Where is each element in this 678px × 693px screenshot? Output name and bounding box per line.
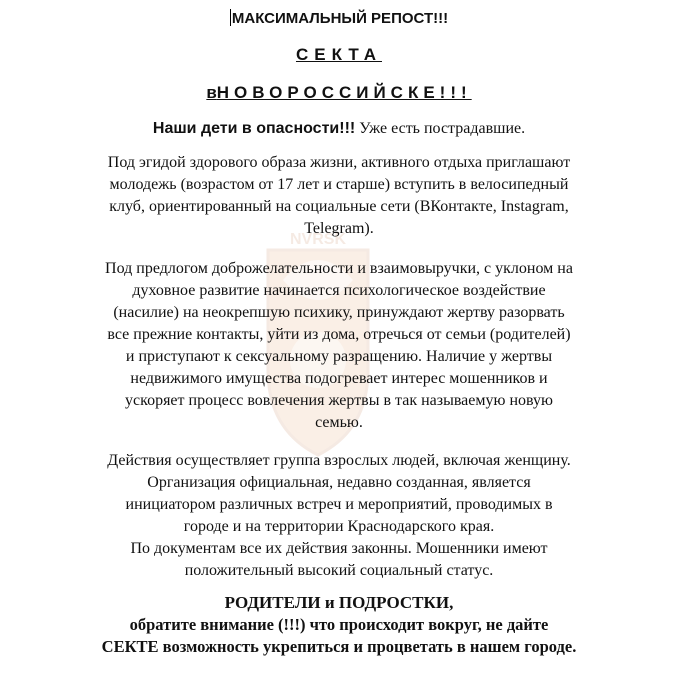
paragraph-line: городе и на территории Краснодарского края. <box>183 518 495 535</box>
watermark-text: NVRSK <box>289 231 347 248</box>
paragraph-line: недвижимого имущества подогревает интерес мошенников и <box>130 370 548 387</box>
paragraph-line: инициатором различных встреч и мероприятий, проводимых в <box>125 496 553 513</box>
paragraph-line: духовное развитие начинается психологическое воздействие <box>132 282 546 299</box>
paragraph-line: Под предлогом доброжелательности и взаимовыручки, с уклоном на <box>105 260 573 277</box>
paragraph-line: Действия осуществляет группа взрослых людей, включая женщину. <box>107 452 571 469</box>
closing-appeal <box>20 592 658 658</box>
paragraph-3 <box>30 450 648 582</box>
lead-line <box>0 120 678 138</box>
title-line-2 <box>0 83 678 103</box>
paragraph-line: По документам все их действия законны. Мошенники имеют <box>130 540 548 557</box>
title-line-2-main: НОВОРОССИЙСКЕ!!! <box>216 83 472 102</box>
paragraph-line: ускоряет процесс вовлечения жертвы в так называемую новую <box>125 392 553 409</box>
paragraph-line: клуб, ориентированный на социальные сети (ВКонтакте, Instagram, <box>109 198 569 215</box>
paragraph-1 <box>30 152 648 240</box>
text-cursor <box>230 9 231 26</box>
paragraph-line: семью. <box>315 414 363 431</box>
title-line-1: СЕКТА <box>295 45 382 64</box>
lead-bold: Наши дети в опасности!!! <box>152 120 356 137</box>
paragraph-line: Под эгидой здорового образа жизни, активного отдыха приглашают <box>107 154 571 171</box>
paragraph-2 <box>30 258 648 434</box>
paragraph-line: молодежь (возрастом от 17 лет и старше) вступить в велосипедный <box>109 176 569 193</box>
repost-banner <box>0 9 678 27</box>
closing-line: СЕКТЕ возможность укрепиться и процветать в нашем городе. <box>101 637 577 656</box>
paragraph-line: все прежние контакты, уйти из дома, отречься от семьи (родителей) <box>107 326 571 343</box>
paragraph-line: Организация официальная, недавно созданная, является <box>147 474 531 491</box>
closing-line: РОДИТЕЛИ и ПОДРОСТКИ, <box>224 593 454 612</box>
closing-line: обратите внимание (!!!) что происходит вокруг, не дайте <box>129 615 549 634</box>
repost-text: МАКСИМАЛЬНЫЙ РЕПОСТ!!! <box>231 10 449 27</box>
lead-rest: Уже есть пострадавшие. <box>355 120 526 137</box>
paragraph-line: положительный высокий социальный статус. <box>184 562 494 579</box>
paragraph-line: (насилие) на неокрепшую психику, принуждают жертву разорвать <box>113 304 565 321</box>
paragraph-line: Telegram). <box>304 220 374 237</box>
title-line-2-prefix: в <box>206 83 217 102</box>
paragraph-line: и приступают к сексуальному разращению. Наличие у жертвы <box>125 348 553 365</box>
